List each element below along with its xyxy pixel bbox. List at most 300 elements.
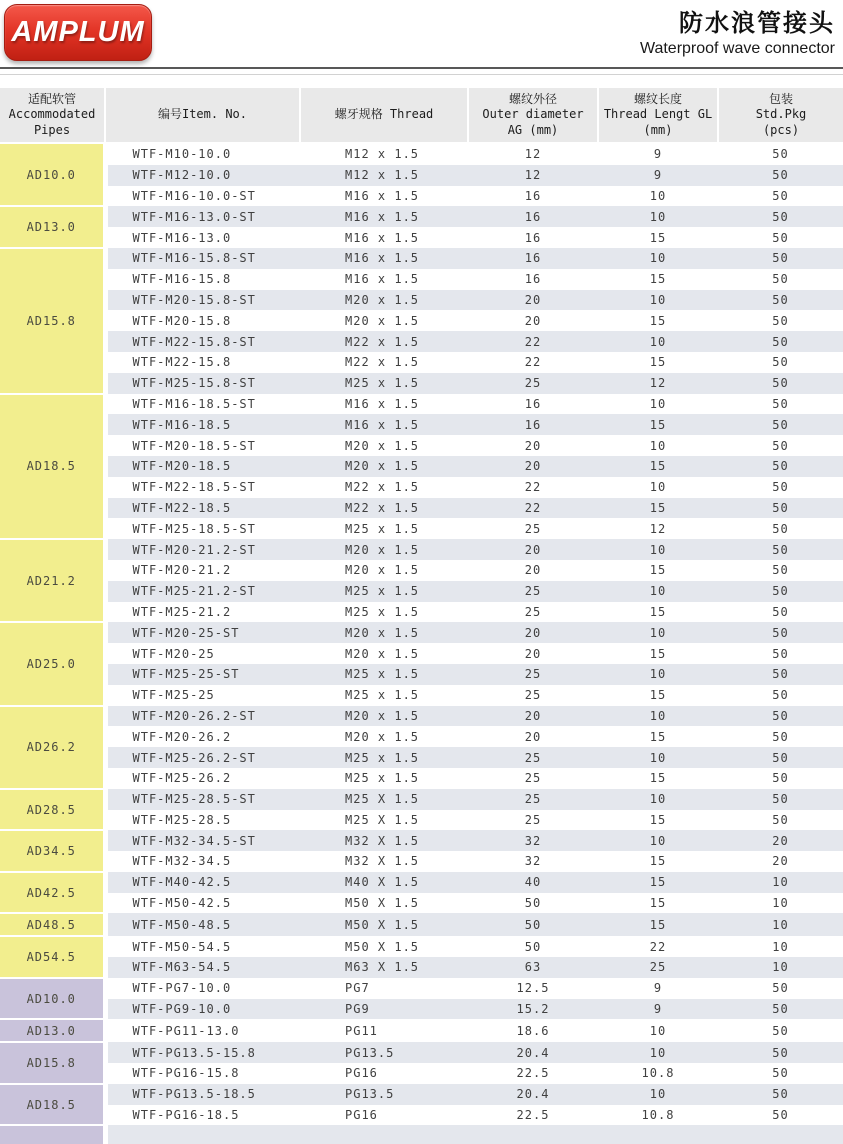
cell-gl: 15 xyxy=(649,230,667,245)
cell-od: 22 xyxy=(468,331,598,352)
cell-pkg: 50 xyxy=(772,230,789,245)
cell-item: WTF-M16-18.5-ST xyxy=(132,396,256,411)
cell-thread: M12 x 1.5 xyxy=(300,165,468,186)
table-row xyxy=(0,143,843,165)
cell-od: 22 xyxy=(524,480,542,495)
cell-gl: 10 xyxy=(649,438,667,453)
header-divider xyxy=(0,67,843,75)
cell-pkg: 50 xyxy=(718,747,843,768)
cell-gl: 10.8 xyxy=(641,1108,675,1123)
cell-gl: 10 xyxy=(598,206,718,227)
cell-item: WTF-M16-10.0-ST xyxy=(132,188,256,203)
cell-item: WTF-M25-25 xyxy=(132,688,215,703)
cell-item: WTF-M32-34.5-ST xyxy=(105,830,300,851)
page-titles xyxy=(640,4,837,58)
cell-pkg: 50 xyxy=(772,604,789,619)
cell-item: WTF-M22-18.5-ST xyxy=(132,480,256,495)
cell-thread: M25 x 1.5 xyxy=(300,747,468,768)
cell-item: WTF-PG16-18.5 xyxy=(132,1108,240,1123)
cell-thread: M20 x 1.5 xyxy=(345,646,420,661)
cell-gl: 15 xyxy=(649,563,667,578)
cell-od: 25 xyxy=(468,373,598,394)
table-row xyxy=(0,893,843,914)
cell-thread: M25 x 1.5 xyxy=(300,664,468,685)
cell-item: WTF-M32-34.5 xyxy=(132,854,232,869)
page-header xyxy=(0,0,843,62)
cell-gl: 15 xyxy=(598,872,718,893)
cell-gl: 10 xyxy=(598,1084,718,1105)
cell-gl: 15 xyxy=(649,688,667,703)
cell-item: WTF-M20-25-ST xyxy=(105,622,300,643)
table-header xyxy=(0,88,843,143)
cell-item: WTF-M63-54.5 xyxy=(105,957,300,978)
cell-thread: M25 x 1.5 xyxy=(345,521,420,536)
cell-thread: M12 x 1.5 xyxy=(345,147,420,162)
table-row xyxy=(0,999,843,1020)
pipe-group-cell: AD18.5 xyxy=(0,394,105,540)
cell-item: WTF-M12-10.0 xyxy=(105,165,300,186)
cell-item: WTF-M20-21.2 xyxy=(132,563,232,578)
pipe-group-cell: AD18.5 xyxy=(0,1084,105,1126)
cell-thread: M25 x 1.5 xyxy=(345,604,420,619)
cell-pkg: 50 xyxy=(718,1084,843,1105)
cell-od: 20 xyxy=(468,622,598,643)
cell-od: 20 xyxy=(524,646,542,661)
cell-pkg: 20 xyxy=(772,854,789,869)
table-row xyxy=(0,913,843,936)
column-header xyxy=(468,88,598,143)
cell-od: 20 xyxy=(468,539,598,560)
cell-pkg: 20 xyxy=(718,830,843,851)
column-header-line: Pipes xyxy=(33,122,71,137)
cell-gl: 9 xyxy=(598,165,718,186)
cell-od: 22 xyxy=(468,498,598,519)
column-header-line: 螺纹外径 xyxy=(508,91,557,106)
cell-thread: M20 x 1.5 xyxy=(345,438,420,453)
cell-thread: M20 x 1.5 xyxy=(345,313,420,328)
table-row xyxy=(0,310,843,331)
cell-thread: PG13.5 xyxy=(300,1042,468,1063)
cell-thread: M20 x 1.5 xyxy=(345,729,420,744)
table-row xyxy=(0,726,843,747)
cell-od: 25 xyxy=(468,789,598,810)
table-row xyxy=(0,560,843,581)
cell-od: 25 xyxy=(524,688,542,703)
column-header-line: 螺纹长度 xyxy=(633,91,682,106)
cell-thread: PG11 xyxy=(345,1023,378,1038)
cell-gl: 9 xyxy=(598,999,718,1020)
cell-item: WTF-M20-15.8 xyxy=(132,313,232,328)
cell-thread: M22 x 1.5 xyxy=(300,498,468,519)
cell-thread: PG16 xyxy=(345,1108,378,1123)
cell-pkg: 50 xyxy=(772,563,789,578)
cell-thread: M20 x 1.5 xyxy=(345,563,420,578)
table-row xyxy=(0,1019,843,1042)
table-row xyxy=(0,622,843,643)
column-header xyxy=(718,88,843,143)
cell-thread: PG7 xyxy=(345,981,370,996)
table-row xyxy=(0,456,843,477)
table-row xyxy=(0,165,843,186)
cell-item: WTF-M16-18.5 xyxy=(105,414,300,435)
cell-od: 32 xyxy=(468,830,598,851)
cell-item: WTF-PG13.5-15.8 xyxy=(105,1042,300,1063)
pipe-group-cell: AD25.0 xyxy=(0,622,105,705)
title-english: Waterproof wave connector xyxy=(639,40,835,58)
cell-pkg: 50 xyxy=(718,206,843,227)
cell-pkg: 50 xyxy=(718,331,843,352)
column-header-line: Accommodated xyxy=(8,107,96,122)
cell-item: WTF-M20-18.5-ST xyxy=(132,438,256,453)
cell-item: WTF-M20-26.2-ST xyxy=(105,706,300,727)
cell-gl: 10 xyxy=(598,331,718,352)
cell-thread: M25 x 1.5 xyxy=(300,373,468,394)
cell-item: WTF-M16-13.0 xyxy=(132,230,232,245)
table-row xyxy=(0,290,843,311)
cell-gl: 10 xyxy=(598,290,718,311)
cell-thread: M50 X 1.5 xyxy=(345,896,420,911)
cell-od: 40 xyxy=(468,872,598,893)
cell-pkg: 50 xyxy=(772,147,789,162)
cell-gl: 25 xyxy=(598,957,718,978)
table-row xyxy=(0,685,843,706)
table-row xyxy=(0,643,843,664)
cell-pkg: 50 xyxy=(718,165,843,186)
table-row xyxy=(0,936,843,957)
pipe-group-cell: AD28.5 xyxy=(0,789,105,831)
cell-gl: 9 xyxy=(653,981,663,996)
cell-item: WTF-M25-26.2-ST xyxy=(105,747,300,768)
pipe-group-cell: AD54.5 xyxy=(0,936,105,978)
cell-item: WTF-M20-25 xyxy=(132,646,215,661)
cell-gl: 15 xyxy=(649,729,667,744)
cell-od: 12.5 xyxy=(516,981,550,996)
cell-thread: M16 x 1.5 xyxy=(345,230,420,245)
brand-logo-text: AMPLUM xyxy=(11,16,145,48)
table-row xyxy=(0,186,843,207)
cell-thread: PG16 xyxy=(345,1066,378,1081)
cell-pkg: 50 xyxy=(718,498,843,519)
cell-pkg: 50 xyxy=(718,539,843,560)
cell-od: 50 xyxy=(524,939,542,954)
table-row xyxy=(0,498,843,519)
cell-thread: M25 x 1.5 xyxy=(300,581,468,602)
cell-od: 20 xyxy=(524,563,542,578)
cell-item: WTF-PG7-10.0 xyxy=(132,981,232,996)
cell-gl: 10 xyxy=(598,1042,718,1063)
pipe-group-cell: AD13.0 xyxy=(0,1019,105,1042)
cell-gl: 15 xyxy=(598,498,718,519)
column-header-line: (pcs) xyxy=(762,122,800,137)
cell-gl: 12 xyxy=(598,373,718,394)
table-row xyxy=(0,978,843,999)
table-row xyxy=(0,1084,843,1105)
cell-thread: M25 X 1.5 xyxy=(345,812,420,827)
cell-gl: 22 xyxy=(649,939,667,954)
table-body xyxy=(0,143,843,1144)
cell-pkg: 50 xyxy=(772,355,789,370)
cell-od: 25 xyxy=(524,604,542,619)
cell-pkg: 50 xyxy=(718,664,843,685)
column-header-line: 适配软管 xyxy=(27,91,76,106)
cell-item: WTF-M50-48.5 xyxy=(105,913,300,936)
cell-gl: 12 xyxy=(649,521,667,536)
cell-thread: M63 X 1.5 xyxy=(300,957,468,978)
table-row xyxy=(0,872,843,893)
cell-item: WTF-M16-13.0-ST xyxy=(105,206,300,227)
cell-pkg: 50 xyxy=(772,438,789,453)
cell-thread: M20 x 1.5 xyxy=(300,290,468,311)
cell-pkg: 50 xyxy=(718,248,843,269)
cell-pkg: 50 xyxy=(772,688,789,703)
column-header-line: Thread Lengt GL xyxy=(603,107,713,122)
cell-gl: 15 xyxy=(649,313,667,328)
cell-od: 16 xyxy=(524,188,542,203)
cell-item: WTF-M16-15.8-ST xyxy=(105,248,300,269)
column-header-line: 编号Item. No. xyxy=(157,107,248,122)
cell-thread: M32 X 1.5 xyxy=(345,854,420,869)
table-row xyxy=(0,1125,843,1144)
table-row xyxy=(0,768,843,789)
cell-pkg: 50 xyxy=(772,1108,789,1123)
cell-pkg: 50 xyxy=(772,771,789,786)
table-row xyxy=(0,331,843,352)
cell-pkg: 50 xyxy=(718,999,843,1020)
cell-gl: 10 xyxy=(598,664,718,685)
cell-od: 20 xyxy=(468,706,598,727)
cell-gl: 10 xyxy=(598,622,718,643)
cell-pkg: 50 xyxy=(772,272,789,287)
pipe-group-cell: AD10.0 xyxy=(0,143,105,206)
cell-thread: PG13.5 xyxy=(300,1084,468,1105)
column-header-line: 包装 xyxy=(768,91,793,106)
cell-od: 63 xyxy=(468,957,598,978)
cell-od: 20 xyxy=(524,438,542,453)
cell-pkg: 50 xyxy=(772,1066,789,1081)
table-row xyxy=(0,851,843,872)
cell-gl: 10 xyxy=(649,480,667,495)
cell-item: WTF-M20-15.8-ST xyxy=(105,290,300,311)
cell-od: 25 xyxy=(524,812,542,827)
cell-thread: M50 X 1.5 xyxy=(300,913,468,936)
table-row xyxy=(0,747,843,768)
table-row xyxy=(0,810,843,831)
cell-item: WTF-M25-26.2 xyxy=(132,771,232,786)
cell-gl: 9 xyxy=(653,147,663,162)
pipe-group-cell: AD15.8 xyxy=(0,1042,105,1084)
cell-thread: M25 X 1.5 xyxy=(300,789,468,810)
cell-gl: 15 xyxy=(649,812,667,827)
column-header-line: AG (mm) xyxy=(507,122,559,137)
cell-pkg: 50 xyxy=(718,706,843,727)
cell-thread: M16 x 1.5 xyxy=(345,396,420,411)
cell-od: 20.4 xyxy=(468,1084,598,1105)
cell-od: 25 xyxy=(524,771,542,786)
column-header xyxy=(300,88,468,143)
table-row xyxy=(0,518,843,539)
cell-pkg: 50 xyxy=(718,373,843,394)
cell-pkg xyxy=(718,1125,843,1144)
cell-item: WTF-PG16-15.8 xyxy=(132,1066,240,1081)
cell-gl: 10 xyxy=(598,581,718,602)
table-row xyxy=(0,1105,843,1126)
pipe-group-cell: AD48.5 xyxy=(0,913,105,936)
table-row xyxy=(0,269,843,290)
cell-gl: 15 xyxy=(649,854,667,869)
pipe-group-cell: AD42.5 xyxy=(0,872,105,914)
cell-od: 22.5 xyxy=(516,1108,550,1123)
pipe-group-cell xyxy=(0,1125,105,1144)
cell-od: 20 xyxy=(524,313,542,328)
cell-item: WTF-M25-21.2 xyxy=(132,604,232,619)
table-row xyxy=(0,414,843,435)
table-row xyxy=(0,957,843,978)
cell-thread: M25 x 1.5 xyxy=(345,771,420,786)
cell-item: WTF-M20-18.5 xyxy=(105,456,300,477)
cell-pkg: 10 xyxy=(772,939,789,954)
pipe-group-cell: AD15.8 xyxy=(0,248,105,394)
cell-item: WTF-M40-42.5 xyxy=(105,872,300,893)
cell-thread: M16 x 1.5 xyxy=(300,248,468,269)
pipe-group-cell: AD34.5 xyxy=(0,830,105,872)
pipe-group-cell: AD26.2 xyxy=(0,706,105,789)
cell-thread: M20 x 1.5 xyxy=(300,539,468,560)
cell-item: WTF-M20-21.2-ST xyxy=(105,539,300,560)
table-row xyxy=(0,477,843,498)
cell-pkg: 50 xyxy=(772,313,789,328)
cell-od: 22 xyxy=(524,355,542,370)
table-row xyxy=(0,227,843,248)
cell-item: WTF-M25-18.5-ST xyxy=(132,521,256,536)
cell-pkg: 50 xyxy=(772,729,789,744)
column-header-line: (mm) xyxy=(643,122,673,137)
cell-gl: 10 xyxy=(598,539,718,560)
cell-pkg: 50 xyxy=(772,521,789,536)
cell-od: 16 xyxy=(524,396,542,411)
cell-od: 20.4 xyxy=(468,1042,598,1063)
column-header xyxy=(105,88,300,143)
cell-pkg: 50 xyxy=(718,414,843,435)
cell-thread xyxy=(300,1125,468,1144)
cell-thread: M32 X 1.5 xyxy=(300,830,468,851)
cell-gl: 15 xyxy=(649,771,667,786)
cell-gl: 15 xyxy=(649,896,667,911)
cell-item: WTF-M50-42.5 xyxy=(132,896,232,911)
table-header-row xyxy=(0,88,843,143)
cell-thread: M20 x 1.5 xyxy=(300,456,468,477)
pipe-group-cell: AD10.0 xyxy=(0,978,105,1020)
cell-od: 50 xyxy=(468,913,598,936)
cell-gl: 15 xyxy=(598,456,718,477)
cell-item: WTF-M10-10.0 xyxy=(132,147,232,162)
cell-item: WTF-M22-15.8-ST xyxy=(105,331,300,352)
cell-thread: M22 x 1.5 xyxy=(300,331,468,352)
table-row xyxy=(0,373,843,394)
cell-thread: M22 x 1.5 xyxy=(345,480,420,495)
cell-gl: 15 xyxy=(649,272,667,287)
column-header xyxy=(598,88,718,143)
cell-pkg: 50 xyxy=(772,646,789,661)
pipe-group-cell: AD13.0 xyxy=(0,206,105,248)
cell-pkg: 10 xyxy=(718,913,843,936)
cell-item: WTF-PG9-10.0 xyxy=(105,999,300,1020)
table-row xyxy=(0,581,843,602)
pipe-group-cell: AD21.2 xyxy=(0,539,105,622)
cell-pkg: 50 xyxy=(718,581,843,602)
cell-gl: 10 xyxy=(598,706,718,727)
cell-pkg: 50 xyxy=(718,290,843,311)
cell-od: 50 xyxy=(524,896,542,911)
table-row xyxy=(0,830,843,851)
cell-gl xyxy=(598,1125,718,1144)
cell-od: 15.2 xyxy=(468,999,598,1020)
cell-gl: 10.8 xyxy=(641,1066,675,1081)
table-row xyxy=(0,539,843,560)
cell-pkg: 50 xyxy=(772,480,789,495)
cell-od: 20 xyxy=(524,729,542,744)
cell-thread: PG9 xyxy=(300,999,468,1020)
product-table xyxy=(0,88,843,1144)
cell-gl: 15 xyxy=(649,355,667,370)
cell-od: 16 xyxy=(468,248,598,269)
cell-gl: 15 xyxy=(598,414,718,435)
cell-item: WTF-M25-15.8-ST xyxy=(105,373,300,394)
table-row xyxy=(0,352,843,373)
cell-item: WTF-M25-28.5 xyxy=(132,812,232,827)
cell-thread: M16 x 1.5 xyxy=(345,272,420,287)
cell-pkg: 50 xyxy=(772,396,789,411)
cell-gl: 10 xyxy=(598,830,718,851)
cell-od: 25 xyxy=(468,664,598,685)
cell-item xyxy=(105,1125,300,1144)
cell-od: 20 xyxy=(468,456,598,477)
cell-gl: 10 xyxy=(598,248,718,269)
cell-pkg: 50 xyxy=(718,622,843,643)
cell-pkg: 10 xyxy=(718,957,843,978)
cell-pkg: 50 xyxy=(772,981,789,996)
cell-pkg: 50 xyxy=(772,188,789,203)
cell-thread: M16 x 1.5 xyxy=(300,206,468,227)
title-chinese: 防水浪管接头 xyxy=(679,10,835,37)
cell-thread: M20 x 1.5 xyxy=(300,622,468,643)
cell-gl: 15 xyxy=(598,913,718,936)
brand-logo xyxy=(4,4,152,61)
table-row xyxy=(0,1042,843,1063)
cell-od: 16 xyxy=(524,230,542,245)
cell-gl: 15 xyxy=(649,646,667,661)
cell-od: 16 xyxy=(468,414,598,435)
column-header-line: Std.Pkg xyxy=(755,107,807,122)
cell-gl: 10 xyxy=(649,396,667,411)
cell-thread: M20 x 1.5 xyxy=(300,706,468,727)
cell-item: WTF-M20-26.2 xyxy=(132,729,232,744)
cell-od: 12 xyxy=(468,165,598,186)
cell-gl: 15 xyxy=(649,604,667,619)
cell-thread: M16 x 1.5 xyxy=(345,188,420,203)
cell-item: WTF-M50-54.5 xyxy=(132,939,232,954)
cell-thread: M16 x 1.5 xyxy=(300,414,468,435)
cell-item: WTF-M25-25-ST xyxy=(105,664,300,685)
cell-od: 25 xyxy=(468,581,598,602)
table-row xyxy=(0,394,843,415)
cell-pkg: 50 xyxy=(718,456,843,477)
cell-od: 22.5 xyxy=(516,1066,550,1081)
cell-od: 20 xyxy=(468,290,598,311)
cell-gl: 10 xyxy=(649,1023,667,1038)
cell-od: 16 xyxy=(524,272,542,287)
table-row xyxy=(0,248,843,269)
cell-thread: M50 X 1.5 xyxy=(345,939,420,954)
